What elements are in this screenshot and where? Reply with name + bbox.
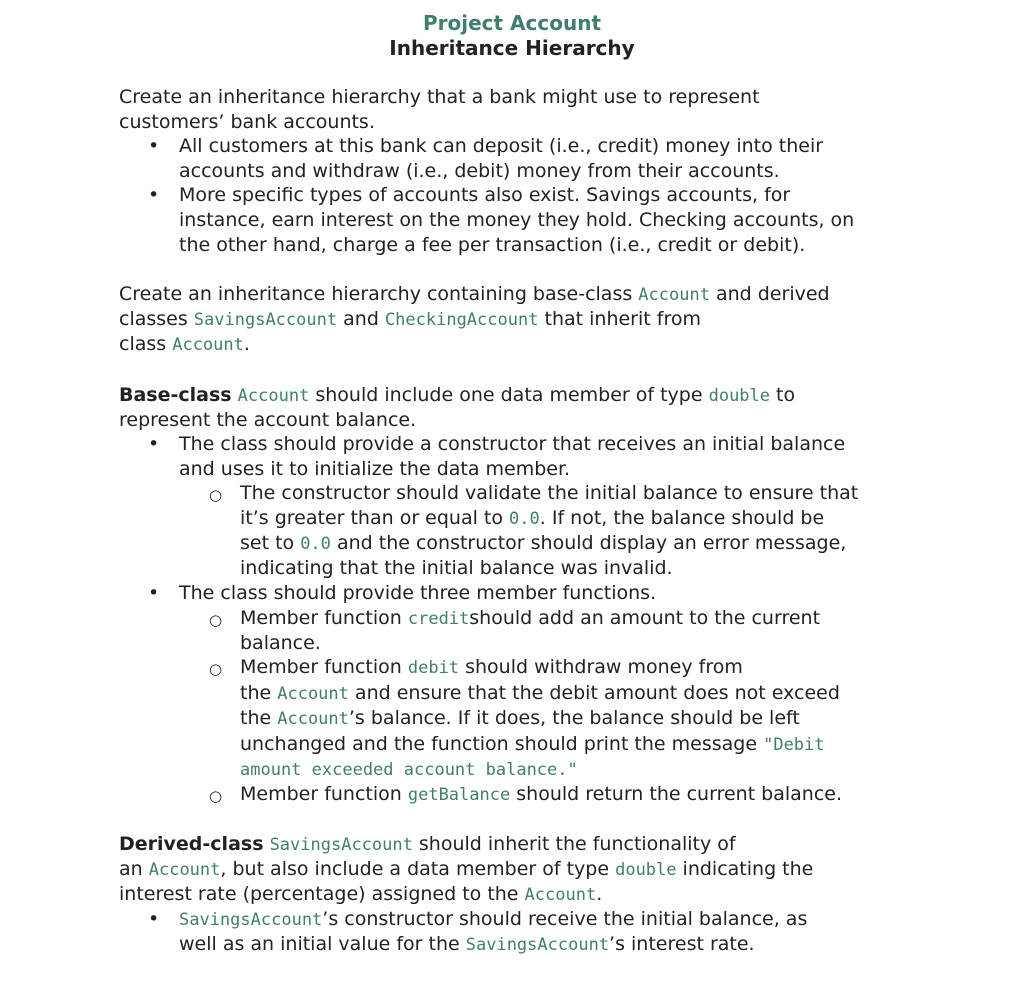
base-sub-bullet-text: the Account and ensure that the debit amount does not exceed: [240, 682, 840, 704]
base-sub-bullet-text: amount exceeded account balance.": [240, 760, 578, 780]
base-bullet-text: and uses it to initialize the data member.: [179, 458, 571, 480]
base-sub-bullet-text: Member function debit should withdraw money from: [240, 656, 743, 678]
bullet-icon: •: [148, 908, 160, 930]
intro-bullet-text: More specific types of accounts also exist. Savings accounts, for: [179, 184, 791, 206]
page-subtitle: Inheritance Hierarchy: [389, 36, 635, 60]
derived-bullet-text: well as an initial value for the SavingsAccount’s interest rate.: [179, 933, 755, 955]
base-sub-bullet-text: the Account’s balance. If it does, the balance should be left: [240, 707, 800, 729]
base-sub-bullet-text: Member function creditshould add an amount to the current: [240, 607, 821, 629]
base-sub-bullet-text: unchanged and the function should print the message "Debit: [240, 733, 825, 755]
hierarchy-text: class Account.: [119, 333, 250, 355]
base-class-text: represent the account balance.: [119, 409, 417, 431]
code-account: Account: [638, 285, 710, 305]
circle-bullet-icon: ○: [209, 611, 223, 629]
intro-text: Create an inheritance hierarchy that a bank might use to represent: [119, 86, 760, 108]
derived-class-heading: Derived-class: [119, 833, 264, 855]
code-savings-account: SavingsAccount: [193, 310, 338, 330]
derived-class-text: interest rate (percentage) assigned to the Account.: [119, 883, 603, 905]
intro-bullet-text: the other hand, charge a fee per transaction (i.e., credit or debit).: [179, 234, 806, 256]
intro-bullet-text: accounts and withdraw (i.e., debit) money from their accounts.: [179, 160, 780, 182]
circle-bullet-icon: ○: [209, 787, 223, 805]
bullet-icon: •: [148, 135, 160, 157]
hierarchy-text: Create an inheritance hierarchy containing base-class Account and derived: [119, 283, 830, 305]
base-sub-bullet-text: balance.: [240, 632, 321, 654]
code-account: Account: [172, 335, 244, 355]
bullet-icon: •: [148, 582, 160, 604]
bullet-icon: •: [148, 184, 160, 206]
hierarchy-text: classes SavingsAccount and CheckingAccount that inherit from: [119, 308, 701, 330]
derived-class-text: an Account, but also include a data member of type double indicating the: [119, 858, 814, 880]
derived-bullet-text: SavingsAccount’s constructor should receive the initial balance, as: [179, 908, 808, 930]
base-sub-bullet-text: indicating that the initial balance was invalid.: [240, 557, 673, 579]
circle-bullet-icon: ○: [209, 660, 223, 678]
base-sub-bullet-text: it’s greater than or equal to 0.0. If not, the balance should be: [240, 507, 825, 529]
base-class-heading: Base-class: [119, 384, 232, 406]
code-checking-account: CheckingAccount: [384, 310, 539, 330]
base-class-text: Base-class Account should include one data member of type double to: [119, 384, 796, 406]
intro-bullet-text: instance, earn interest on the money they hold. Checking accounts, on: [179, 209, 855, 231]
bullet-icon: •: [148, 433, 160, 455]
circle-bullet-icon: ○: [209, 486, 223, 504]
page-title: Project Account: [422, 11, 602, 35]
base-sub-bullet-text: Member function getBalance should return the current balance.: [240, 783, 843, 805]
base-bullet-text: The class should provide a constructor that receives an initial balance: [179, 433, 846, 455]
base-bullet-text: The class should provide three member functions.: [179, 582, 657, 604]
intro-text: customers’ bank accounts.: [119, 111, 375, 133]
base-sub-bullet-text: The constructor should validate the initial balance to ensure that: [240, 482, 859, 504]
intro-bullet-text: All customers at this bank can deposit (i.e., credit) money into their: [179, 135, 824, 157]
base-sub-bullet-text: set to 0.0 and the constructor should display an error message,: [240, 532, 847, 554]
derived-class-text: Derived-class SavingsAccount should inherit the functionality of: [119, 833, 736, 855]
